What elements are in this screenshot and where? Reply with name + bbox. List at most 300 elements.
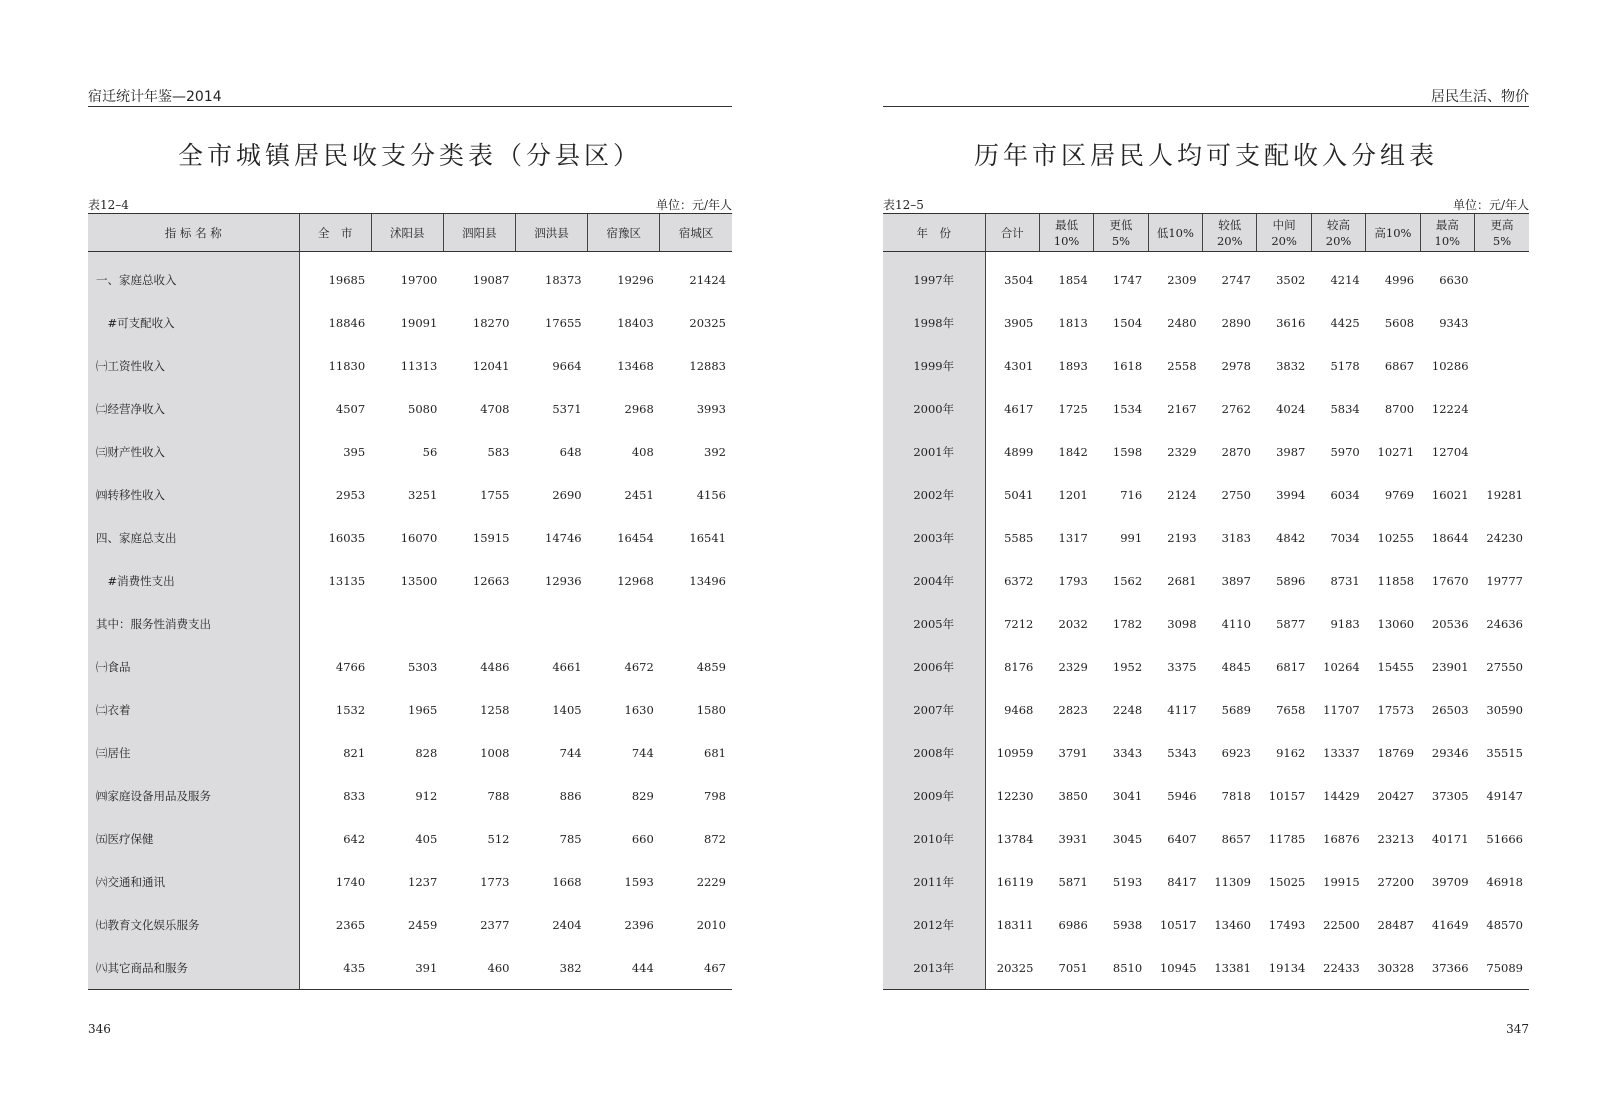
table-row bbox=[88, 387, 732, 430]
cell-value: 4708 bbox=[480, 401, 510, 416]
cell-value: 1317 bbox=[1058, 530, 1088, 545]
cell-value: 1965 bbox=[408, 702, 438, 717]
cell-value: 3041 bbox=[1112, 788, 1143, 803]
cell-value: 1237 bbox=[408, 874, 438, 889]
cell-value: 9343 bbox=[1439, 315, 1469, 330]
cell-value: 19134 bbox=[1257, 946, 1311, 990]
cell-value: 4156 bbox=[696, 487, 726, 502]
cell-value: 29346 bbox=[1431, 745, 1469, 760]
cell-value: 8700 bbox=[1384, 401, 1415, 416]
cell-value: 19296 bbox=[617, 272, 654, 287]
cell-value: 10517 bbox=[1159, 917, 1197, 932]
row-label: ㈡衣着 bbox=[88, 688, 299, 731]
table-row bbox=[88, 860, 732, 903]
row-year: 2004年 bbox=[883, 559, 985, 602]
table-row bbox=[883, 817, 1529, 860]
header-line-2: 10% bbox=[1053, 233, 1080, 248]
cell-value: 9162 bbox=[1276, 745, 1306, 760]
cell-value: 6986 bbox=[1058, 917, 1088, 932]
cell-value: 15025 bbox=[1268, 874, 1306, 889]
table-row bbox=[883, 645, 1529, 688]
row-year: 2001年 bbox=[883, 430, 985, 473]
cell-value: 28487 bbox=[1377, 917, 1415, 932]
cell-value: 1854 bbox=[1058, 272, 1088, 287]
cell-value: 16876 bbox=[1323, 831, 1360, 846]
cell-value: 1258 bbox=[480, 702, 510, 717]
cell-value: 2978 bbox=[1221, 358, 1251, 373]
cell-value: 10157 bbox=[1268, 788, 1306, 803]
cell-value: 18270 bbox=[472, 315, 510, 330]
cell-value: 1405 bbox=[552, 702, 582, 717]
header-line-1: 最高 bbox=[1435, 217, 1459, 232]
cell-value: 22500 bbox=[1323, 917, 1360, 932]
cell-value: 37366 bbox=[1420, 946, 1474, 990]
cell-value: 2968 bbox=[624, 401, 654, 416]
cell-value: 9183 bbox=[1330, 616, 1360, 631]
cell-value: 10945 bbox=[1148, 946, 1202, 990]
row-label: ㈢居住 bbox=[88, 731, 299, 774]
cell-value: 18769 bbox=[1377, 745, 1415, 760]
cell-value: 3502 bbox=[1276, 272, 1306, 287]
table-row bbox=[883, 903, 1529, 946]
cell-value: 2750 bbox=[1221, 487, 1251, 502]
table-title: 历年市区居民人均可支配收入分组表 bbox=[973, 141, 1438, 170]
cell-value: 744 bbox=[559, 745, 582, 760]
cell-value: 20536 bbox=[1431, 616, 1469, 631]
table-row bbox=[883, 344, 1529, 387]
section-title: 居民生活、物价 bbox=[1431, 89, 1529, 105]
cell-value: 382 bbox=[515, 946, 587, 990]
cell-value: 3993 bbox=[696, 401, 726, 416]
cell-value: 37305 bbox=[1431, 788, 1469, 803]
table-row bbox=[883, 516, 1529, 559]
cell-value: 41649 bbox=[1431, 917, 1469, 932]
cell-value: 22433 bbox=[1311, 946, 1365, 990]
cell-value: 3832 bbox=[1276, 358, 1306, 373]
cell-value: 821 bbox=[343, 745, 366, 760]
cell-value: 3343 bbox=[1112, 745, 1143, 760]
table-title: 全市城镇居民收支分类表（分县区） bbox=[177, 141, 642, 170]
cell-value: 3375 bbox=[1167, 659, 1197, 674]
cell-value: 2329 bbox=[1058, 659, 1088, 674]
header-line-2: 20% bbox=[1325, 233, 1352, 248]
cell-value bbox=[443, 602, 515, 645]
cell-value: 6372 bbox=[1004, 573, 1034, 588]
cell-value: 13468 bbox=[617, 358, 654, 373]
cell-value: 19281 bbox=[1486, 487, 1523, 502]
row-year: 2006年 bbox=[883, 645, 985, 688]
cell-value: 27550 bbox=[1486, 659, 1523, 674]
cell-value bbox=[1475, 301, 1529, 344]
cell-value: 4766 bbox=[335, 659, 366, 674]
cell-value bbox=[299, 602, 371, 645]
cell-value: 4617 bbox=[1004, 401, 1034, 416]
cell-value: 1952 bbox=[1112, 659, 1143, 674]
cell-value bbox=[371, 602, 443, 645]
cell-value: 5303 bbox=[408, 659, 438, 674]
table-header-row bbox=[88, 214, 732, 252]
cell-value: 3897 bbox=[1221, 573, 1251, 588]
header-group bbox=[1311, 214, 1365, 252]
cell-value bbox=[1475, 252, 1529, 302]
table-row bbox=[883, 774, 1529, 817]
cell-value: 1740 bbox=[335, 874, 366, 889]
cell-value: 828 bbox=[415, 745, 438, 760]
header-line-1: 低10% bbox=[1156, 225, 1194, 240]
running-head bbox=[88, 84, 732, 107]
cell-value: 8176 bbox=[1004, 659, 1034, 674]
row-label: ㈠食品 bbox=[88, 645, 299, 688]
cell-value: 7658 bbox=[1276, 702, 1306, 717]
cell-value: 10271 bbox=[1377, 444, 1415, 459]
cell-value: 17493 bbox=[1268, 917, 1306, 932]
cell-value: 5970 bbox=[1330, 444, 1360, 459]
cell-value: 744 bbox=[631, 745, 654, 760]
header-group bbox=[1039, 214, 1093, 252]
cell-value: 2404 bbox=[552, 917, 582, 932]
cell-value: 991 bbox=[1120, 530, 1143, 545]
cell-value: 4214 bbox=[1330, 272, 1360, 287]
row-year: 1998年 bbox=[883, 301, 985, 344]
row-year: 2010年 bbox=[883, 817, 985, 860]
cell-value: 13784 bbox=[996, 831, 1034, 846]
cell-value: 1562 bbox=[1112, 573, 1143, 588]
header-line-2: 20% bbox=[1271, 233, 1297, 248]
cell-value: 1534 bbox=[1112, 401, 1143, 416]
cell-value: 5371 bbox=[552, 401, 582, 416]
header-region: 泗阳县 bbox=[443, 214, 515, 252]
header-line-1: 较高 bbox=[1327, 217, 1351, 232]
cell-value bbox=[1475, 430, 1529, 473]
cell-value: 4842 bbox=[1276, 530, 1306, 545]
cell-value: 11707 bbox=[1323, 702, 1360, 717]
cell-value: 10255 bbox=[1377, 530, 1415, 545]
table-row bbox=[883, 688, 1529, 731]
row-year: 2012年 bbox=[883, 903, 985, 946]
row-label: ㈠工资性收入 bbox=[88, 344, 299, 387]
cell-value: 660 bbox=[631, 831, 654, 846]
cell-value: 788 bbox=[487, 788, 510, 803]
cell-value: 1782 bbox=[1112, 616, 1143, 631]
cell-value: 26503 bbox=[1431, 702, 1469, 717]
cell-value: 1725 bbox=[1058, 401, 1088, 416]
row-year: 2009年 bbox=[883, 774, 985, 817]
cell-value: 10959 bbox=[996, 745, 1034, 760]
table-row bbox=[88, 473, 732, 516]
cell-value: 3994 bbox=[1276, 487, 1306, 502]
cell-value: 6867 bbox=[1384, 358, 1415, 373]
cell-value: 4859 bbox=[696, 659, 726, 674]
cell-value: 7212 bbox=[1004, 616, 1034, 631]
row-year: 2008年 bbox=[883, 731, 985, 774]
row-label: 其中：服务性消费支出 bbox=[88, 602, 299, 645]
running-head bbox=[883, 84, 1529, 107]
cell-value: 2193 bbox=[1167, 530, 1197, 545]
row-year: 2013年 bbox=[883, 946, 985, 990]
cell-value: 2558 bbox=[1167, 358, 1197, 373]
cell-value: 2032 bbox=[1058, 616, 1088, 631]
cell-value: 2010 bbox=[696, 917, 726, 932]
page-number: 346 bbox=[88, 1022, 111, 1036]
header-group bbox=[1420, 214, 1474, 252]
cell-value: 17655 bbox=[545, 315, 582, 330]
cell-value: 2480 bbox=[1167, 315, 1197, 330]
cell-value: 392 bbox=[704, 444, 726, 459]
row-year: 1999年 bbox=[883, 344, 985, 387]
header-group bbox=[1148, 214, 1202, 252]
table-row bbox=[88, 817, 732, 860]
cell-value: 13337 bbox=[1323, 745, 1360, 760]
cell-value: 13496 bbox=[689, 573, 726, 588]
header-line-1: 高10% bbox=[1374, 225, 1412, 240]
cell-value: 872 bbox=[704, 831, 726, 846]
cell-value: 3183 bbox=[1221, 530, 1251, 545]
cell-value: 833 bbox=[343, 788, 366, 803]
cell-value: 648 bbox=[559, 444, 582, 459]
cell-value: 9468 bbox=[1004, 702, 1034, 717]
row-label: 四、家庭总支出 bbox=[88, 516, 299, 559]
cell-value: 23901 bbox=[1431, 659, 1469, 674]
cell-value: 23213 bbox=[1377, 831, 1415, 846]
cell-value: 4845 bbox=[1221, 659, 1251, 674]
table-row bbox=[88, 688, 732, 731]
cell-value: 6923 bbox=[1221, 745, 1251, 760]
cell-value: 3905 bbox=[1004, 315, 1034, 330]
cell-value: 5938 bbox=[1112, 917, 1143, 932]
cell-value: 16454 bbox=[617, 530, 654, 545]
cell-value: 30328 bbox=[1366, 946, 1420, 990]
cell-value bbox=[1475, 344, 1529, 387]
cell-value: 13060 bbox=[1377, 616, 1415, 631]
cell-value: 2248 bbox=[1112, 702, 1143, 717]
table-code: 表12–4 bbox=[88, 198, 129, 212]
cell-value: 14746 bbox=[545, 530, 582, 545]
cell-value: 18403 bbox=[617, 315, 654, 330]
row-label: #消费性支出 bbox=[88, 559, 299, 602]
cell-value: 6630 bbox=[1439, 272, 1469, 287]
cell-value: 5834 bbox=[1330, 401, 1360, 416]
cell-value: 21424 bbox=[689, 272, 726, 287]
cell-value: 6407 bbox=[1167, 831, 1197, 846]
table-row bbox=[883, 301, 1529, 344]
cell-value: 15915 bbox=[472, 530, 510, 545]
table-row bbox=[88, 559, 732, 602]
header-line-1: 合计 bbox=[1000, 225, 1024, 240]
cell-value: 1532 bbox=[335, 702, 366, 717]
header-line-1: 较低 bbox=[1218, 217, 1242, 232]
table-row bbox=[88, 516, 732, 559]
row-year: 2005年 bbox=[883, 602, 985, 645]
left-page bbox=[88, 0, 732, 1099]
cell-value: 798 bbox=[704, 788, 726, 803]
cell-value: 16119 bbox=[996, 874, 1034, 889]
table-row bbox=[88, 430, 732, 473]
header-group bbox=[985, 214, 1039, 252]
cell-value bbox=[1475, 387, 1529, 430]
cell-value: 2377 bbox=[480, 917, 510, 932]
cell-value: 14429 bbox=[1323, 788, 1360, 803]
header-line-2: 20% bbox=[1216, 233, 1243, 248]
cell-value: 4899 bbox=[1004, 444, 1034, 459]
table-meta bbox=[883, 196, 1529, 212]
cell-value: 18311 bbox=[996, 917, 1034, 932]
row-label: ㈢财产性收入 bbox=[88, 430, 299, 473]
cell-value: 2124 bbox=[1167, 487, 1197, 502]
table-row bbox=[883, 430, 1529, 473]
header-region: 宿城区 bbox=[660, 214, 732, 252]
cell-value: 583 bbox=[487, 444, 510, 459]
cell-value: 3045 bbox=[1112, 831, 1143, 846]
book-title: 宿迁统计年鉴—2014 bbox=[88, 89, 222, 105]
cell-value: 886 bbox=[559, 788, 582, 803]
cell-value: 2396 bbox=[624, 917, 654, 932]
cell-value: 3504 bbox=[1004, 272, 1034, 287]
table-row bbox=[88, 774, 732, 817]
cell-value: 75089 bbox=[1475, 946, 1529, 990]
cell-value: 19091 bbox=[400, 315, 438, 330]
table-row bbox=[88, 344, 732, 387]
cell-value: 2309 bbox=[1167, 272, 1197, 287]
header-line-2: 10% bbox=[1434, 233, 1461, 248]
cell-value: 2167 bbox=[1167, 401, 1197, 416]
cell-value: 4507 bbox=[335, 401, 366, 416]
table-meta bbox=[88, 196, 732, 212]
header-indicator-name: 指 标 名 称 bbox=[88, 214, 299, 252]
cell-value: 1008 bbox=[480, 745, 510, 760]
cell-value: 19700 bbox=[400, 272, 438, 287]
table-row bbox=[88, 903, 732, 946]
cell-value: 12704 bbox=[1431, 444, 1469, 459]
cell-value: 460 bbox=[443, 946, 515, 990]
cell-value: 5080 bbox=[408, 401, 438, 416]
cell-value: 2229 bbox=[696, 874, 726, 889]
cell-value: 5871 bbox=[1058, 874, 1088, 889]
cell-value bbox=[660, 602, 732, 645]
cell-value: 1793 bbox=[1058, 573, 1088, 588]
cell-value: 681 bbox=[704, 745, 726, 760]
cell-value: 829 bbox=[631, 788, 654, 803]
cell-value: 35515 bbox=[1486, 745, 1523, 760]
cell-value: 8417 bbox=[1167, 874, 1197, 889]
cell-value: 17573 bbox=[1377, 702, 1415, 717]
table-row bbox=[883, 946, 1529, 990]
income-group-table bbox=[883, 213, 1529, 990]
cell-value: 1842 bbox=[1058, 444, 1088, 459]
cell-value: 19915 bbox=[1323, 874, 1360, 889]
table-row bbox=[88, 645, 732, 688]
header-group bbox=[1475, 214, 1529, 252]
row-label: ㈡经营净收入 bbox=[88, 387, 299, 430]
cell-value: 3791 bbox=[1058, 745, 1088, 760]
header-line-1: 更低 bbox=[1109, 217, 1133, 232]
cell-value: 4117 bbox=[1167, 702, 1197, 717]
table-row bbox=[883, 559, 1529, 602]
cell-value: 5689 bbox=[1221, 702, 1251, 717]
cell-value: 4110 bbox=[1221, 616, 1251, 631]
table-row bbox=[88, 731, 732, 774]
cell-value: 395 bbox=[343, 444, 366, 459]
cell-value: 4996 bbox=[1384, 272, 1415, 287]
cell-value: 20427 bbox=[1377, 788, 1415, 803]
cell-value: 3616 bbox=[1276, 315, 1306, 330]
cell-value: 11785 bbox=[1268, 831, 1306, 846]
cell-value: 13381 bbox=[1203, 946, 1257, 990]
cell-value: 5946 bbox=[1167, 788, 1197, 803]
cell-value: 1504 bbox=[1112, 315, 1143, 330]
table-code: 表12–5 bbox=[883, 198, 924, 212]
header-year bbox=[883, 214, 985, 252]
cell-value: 5608 bbox=[1384, 315, 1415, 330]
cell-value: 13460 bbox=[1214, 917, 1251, 932]
cell-value: 642 bbox=[343, 831, 366, 846]
cell-value: 4425 bbox=[1330, 315, 1360, 330]
header-line-1: 更高 bbox=[1490, 217, 1514, 232]
header-region: 沭阳县 bbox=[371, 214, 443, 252]
page-number: 347 bbox=[1506, 1022, 1529, 1036]
cell-value: 20325 bbox=[985, 946, 1039, 990]
cell-value: 1773 bbox=[480, 874, 510, 889]
cell-value: 8510 bbox=[1094, 946, 1148, 990]
cell-value: 1593 bbox=[624, 874, 654, 889]
header-line-1: 中间 bbox=[1272, 217, 1296, 232]
row-label: 一、家庭总收入 bbox=[88, 252, 299, 302]
table-row bbox=[883, 860, 1529, 903]
cell-value: 1598 bbox=[1112, 444, 1143, 459]
cell-value: 9769 bbox=[1384, 487, 1415, 502]
cell-value: 5896 bbox=[1276, 573, 1306, 588]
cell-value: 3850 bbox=[1058, 788, 1088, 803]
cell-value: 2890 bbox=[1221, 315, 1251, 330]
cell-value: 19685 bbox=[328, 272, 366, 287]
cell-value: 12224 bbox=[1431, 401, 1469, 416]
cell-value: 2823 bbox=[1058, 702, 1088, 717]
cell-value: 16035 bbox=[328, 530, 366, 545]
cell-value: 4661 bbox=[552, 659, 582, 674]
table-row bbox=[88, 602, 732, 645]
table-row bbox=[883, 387, 1529, 430]
cell-value: 8731 bbox=[1330, 573, 1360, 588]
cell-value: 1618 bbox=[1112, 358, 1143, 373]
cell-value: 1755 bbox=[480, 487, 510, 502]
cell-value: 11858 bbox=[1377, 573, 1415, 588]
cell-value: 2870 bbox=[1221, 444, 1251, 459]
row-year: 1997年 bbox=[883, 252, 985, 302]
cell-value: 2681 bbox=[1167, 573, 1197, 588]
row-year: 2011年 bbox=[883, 860, 985, 903]
cell-value: 1668 bbox=[552, 874, 582, 889]
cell-value: 7818 bbox=[1221, 788, 1251, 803]
row-year: 2002年 bbox=[883, 473, 985, 516]
table-row bbox=[88, 301, 732, 344]
table-unit: 单位：元/年人 bbox=[1452, 198, 1529, 212]
cell-value: 2953 bbox=[335, 487, 366, 502]
cell-value: 17670 bbox=[1431, 573, 1469, 588]
cell-value: 6034 bbox=[1330, 487, 1360, 502]
cell-value: 11309 bbox=[1214, 874, 1251, 889]
cell-value: 435 bbox=[299, 946, 371, 990]
cell-value: 5877 bbox=[1276, 616, 1306, 631]
cell-value: 18644 bbox=[1431, 530, 1469, 545]
cell-value: 48570 bbox=[1486, 917, 1523, 932]
table-row bbox=[883, 252, 1529, 302]
cell-value: 16021 bbox=[1431, 487, 1469, 502]
cell-value: 27200 bbox=[1377, 874, 1415, 889]
cell-value: 5343 bbox=[1167, 745, 1197, 760]
cell-value: 1580 bbox=[696, 702, 726, 717]
header-line-2: 5% bbox=[1111, 233, 1131, 248]
cell-value: 5585 bbox=[1004, 530, 1034, 545]
header-region: 泗洪县 bbox=[515, 214, 587, 252]
